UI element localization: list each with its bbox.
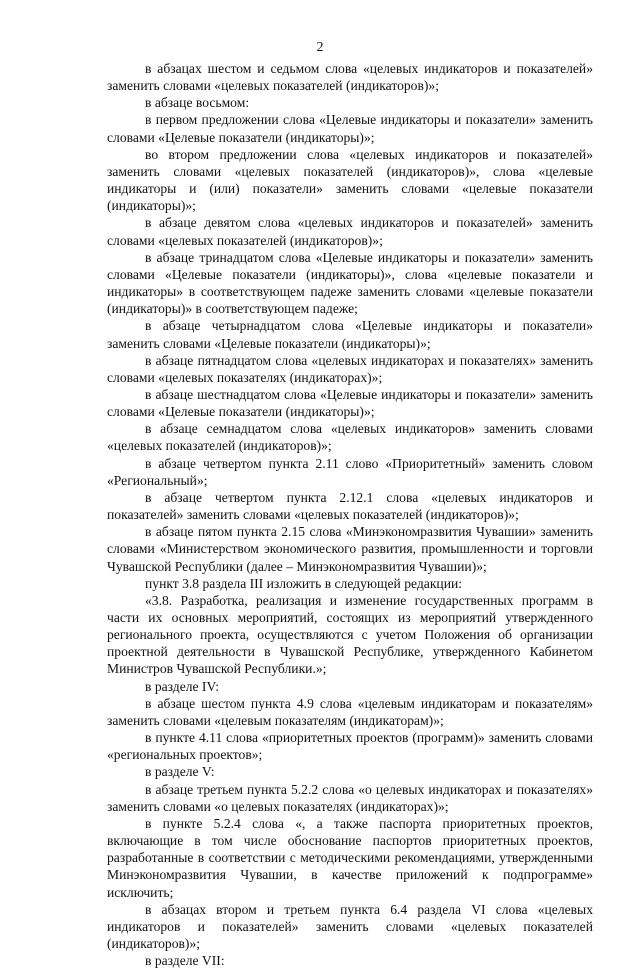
paragraph: в абзаце пятом пункта 2.15 слова «Минэкономразвития Чувашии» заменить словами «Министерством экономического развития, промышленности и торговли Чувашской Республики (далее – Минэкономразвития Чувашии)»; xyxy=(107,524,593,574)
paragraph: в абзаце четвертом пункта 2.12.1 слова «целевых индикаторов и показателей» заменить словами «целевых показателей (индикаторов)»; xyxy=(107,489,593,523)
paragraph: в пункте 5.2.4 слова «, а также паспорта приоритетных проектов, включающие в том числе обоснование паспортов приоритетных проектов, разработанные в соответствии с методическими рекомендациями, утвержденными Минэкономразвития Чувашии, в качестве приложений к подпрограмме» исключить; xyxy=(107,815,593,900)
paragraph: в абзаце семнадцатом слова «целевых индикаторов» заменить словами «целевых показателей (индикаторов)»; xyxy=(107,421,593,454)
paragraph: в абзаце пятнадцатом слова «целевых индикаторах и показателях» заменить словами «целевых показателях (индикаторах)»; xyxy=(107,352,593,385)
paragraph: в разделе VII: xyxy=(145,953,225,969)
paragraph: в абзаце восьмом: xyxy=(145,95,250,111)
paragraph: в абзаце шестом пункта 4.9 слова «целевым индикаторам и показателям» заменить словами «целевым показателям (индикаторам)»; xyxy=(107,695,593,728)
paragraph: в разделе IV: xyxy=(145,678,220,694)
document-body xyxy=(107,60,593,969)
paragraph: «3.8. Разработка, реализация и изменение государственных программ в части их основных мероприятий, состоящих из мероприятий утвержденного регионального проекта, осуществляются с учетом Положения об организации проектной деятельности в Чувашской Республике, утвержденного Кабинетом Министров Чувашской Республики.»; xyxy=(107,592,593,677)
paragraph: в абзаце шестнадцатом слова «Целевые индикаторы и показатели» заменить словами «Целевые показатели (индикаторы)»; xyxy=(107,386,593,420)
paragraph: в абзаце четырнадцатом слова «Целевые индикаторы и показатели» заменить словами «Целевые показатели (индикаторы)»; xyxy=(107,318,593,351)
paragraph: в абзаце третьем пункта 5.2.2 слова «о целевых индикаторах и показателях» заменить словами «о целевых показателях (индикаторах)»; xyxy=(107,781,593,814)
paragraph: в абзацах шестом и седьмом слова «целевых индикаторов и показателей» заменить словами «целевых показателей (индикаторов)»; xyxy=(107,61,593,94)
paragraph: в пункте 4.11 слова «приоритетных проектов (программ)» заменить словами «региональных проектов»; xyxy=(107,730,593,763)
paragraph: пункт 3.8 раздела III изложить в следующей редакции: xyxy=(145,575,463,591)
paragraph: в абзаце четвертом пункта 2.11 слово «Приоритетный» заменить словом «Региональный»; xyxy=(107,455,593,488)
paragraph: в первом предложении слова «Целевые индикаторы и показатели» заменить словами «Целевые показатели (индикаторы)»; xyxy=(107,112,593,145)
paragraph: в абзацах втором и третьем пункта 6.4 раздела VI слова «целевых индикаторов и показателей» заменить словами «целевых показателей (индикаторов)»; xyxy=(107,901,593,951)
paragraph: во втором предложении слова «целевых индикаторов и показателей» заменить словами «целевых показателей (индикаторов)», слова «целевые индикаторы и (или) показатели» заменить словами «целевые показатели (индикаторы)»; xyxy=(107,146,593,214)
paragraph: в абзаце тринадцатом слова «Целевые индикаторы и показатели» заменить словами «Целевые показатели (индикаторы)», слова «целевые показатели и индикаторы» в соответствующем падеже заменить словами «целевые показатели (индикаторы)» в соответствующем падеже; xyxy=(107,249,593,317)
paragraph: в абзаце девятом слова «целевых индикаторов и показателей» заменить словами «целевых показателей (индикаторов)»; xyxy=(107,215,593,248)
paragraph: в разделе V: xyxy=(145,764,215,780)
page-number: 2 xyxy=(316,40,324,55)
